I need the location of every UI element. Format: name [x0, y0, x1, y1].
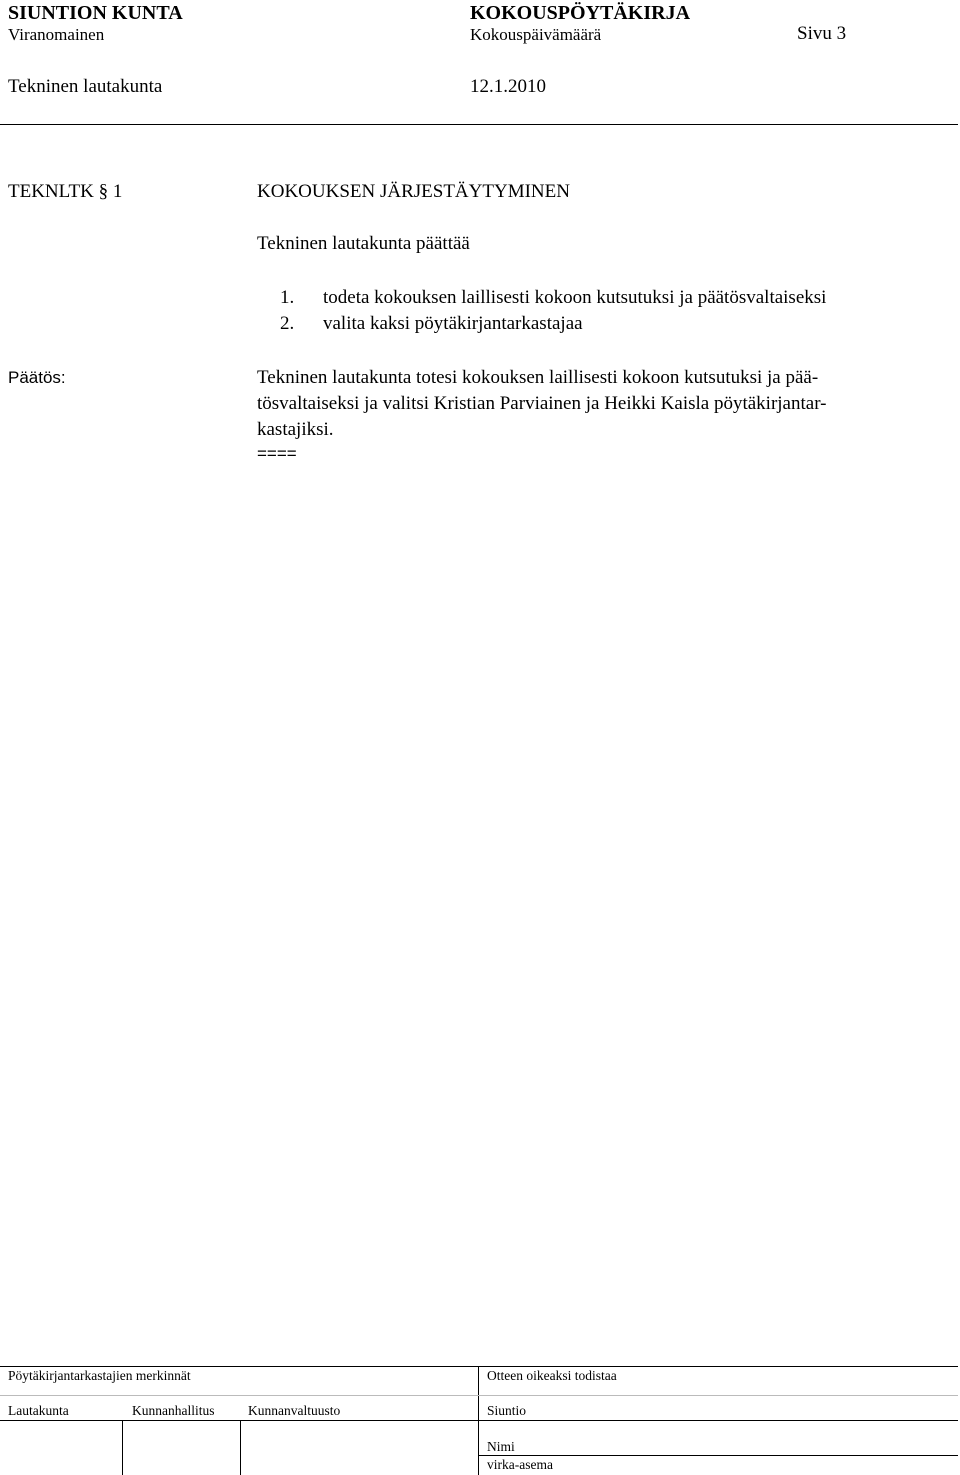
footer-row-rule	[0, 1395, 958, 1396]
proposal-text: todeta kokouksen laillisesti kokoon kutsutuksi ja päätösvaltaiseksi	[323, 287, 827, 308]
decision-line: Tekninen lautakunta totesi kokouksen laillisesti kokoon kutsutuksi ja pää-	[257, 367, 819, 388]
header-divider	[0, 124, 958, 125]
item-code: TEKNLTK § 1	[8, 181, 123, 202]
proposal-number: 1.	[280, 287, 295, 308]
authority-value: Tekninen lautakunta	[8, 76, 163, 97]
decision-label: Päätös:	[8, 368, 66, 387]
meeting-date-label: Kokouspäivämäärä	[470, 25, 602, 44]
footer-cell-divider	[122, 1420, 123, 1475]
decision-line: tösvaltaiseksi ja valitsi Kristian Parviainen ja Heikki Kaisla pöytäkirjantar-	[257, 393, 827, 414]
municipality-name: SIUNTION KUNTA	[8, 2, 183, 24]
footer-body-label: Lautakunta	[8, 1403, 69, 1418]
meeting-date: 12.1.2010	[470, 76, 546, 97]
reviewers-label: Pöytäkirjantarkastajien merkinnät	[8, 1368, 191, 1383]
footer-name-rule	[478, 1455, 958, 1456]
name-label: Nimi	[487, 1439, 515, 1454]
footer-cell-divider	[240, 1420, 241, 1475]
proposal-number: 2.	[280, 313, 295, 334]
footer-signature-rule	[0, 1420, 958, 1421]
position-label: virka-asema	[487, 1457, 553, 1472]
footer-body-label: Kunnanhallitus	[132, 1403, 215, 1418]
proposal-intro: Tekninen lautakunta päättää	[257, 233, 470, 254]
decision-line: kastajiksi.	[257, 419, 334, 440]
page-number: Sivu 3	[797, 23, 847, 44]
authority-label: Viranomainen	[8, 25, 105, 44]
footer-body-label: Kunnanvaltuusto	[248, 1403, 341, 1418]
proposal-text: valita kaksi pöytäkirjantarkastajaa	[323, 313, 583, 334]
place-label: Siuntio	[487, 1403, 527, 1418]
certify-label: Otteen oikeaksi todistaa	[487, 1368, 617, 1383]
document-type: KOKOUSPÖYTÄKIRJA	[470, 2, 691, 24]
end-marker: ====	[257, 444, 297, 463]
footer-top-rule	[0, 1366, 958, 1367]
item-title: KOKOUKSEN JÄRJESTÄYTYMINEN	[257, 181, 570, 202]
